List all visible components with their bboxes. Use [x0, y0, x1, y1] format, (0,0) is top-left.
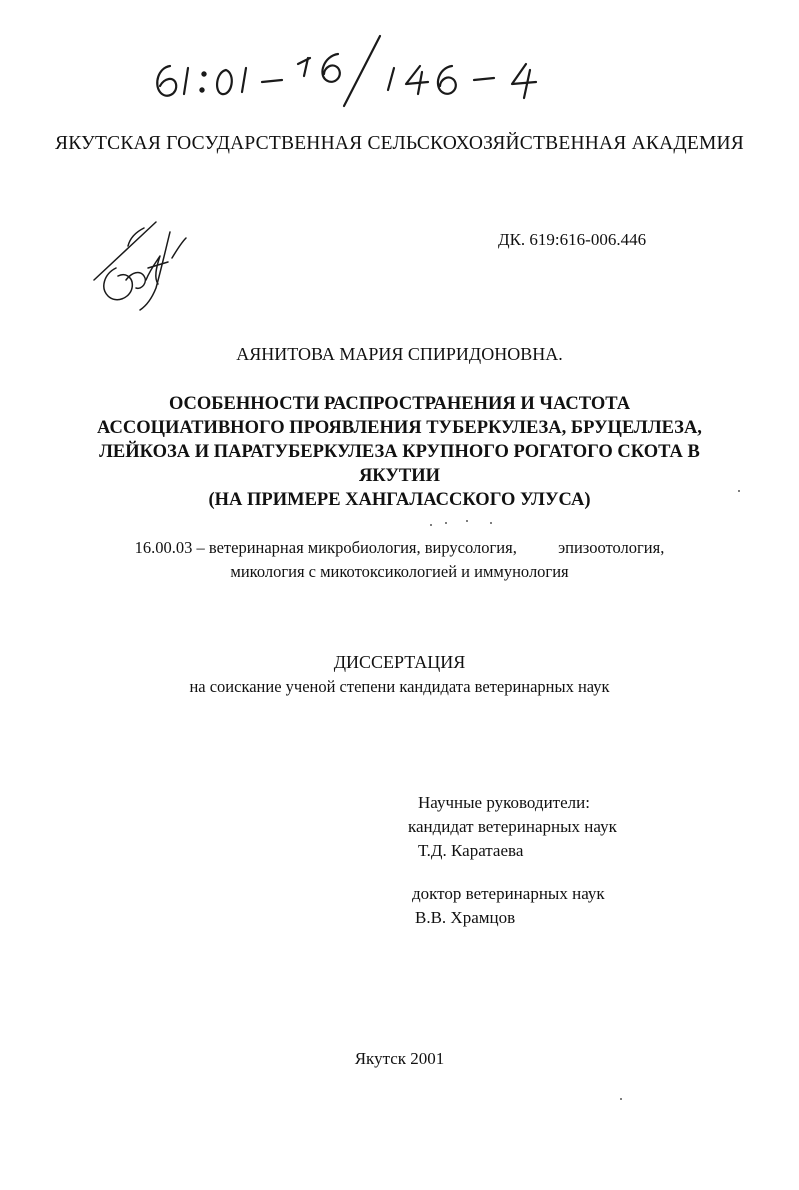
degree-line: на соискание ученой степени кандидата ветеринарных наук [189, 677, 610, 696]
institution-name: ЯКУТСКАЯ ГОСУДАРСТВЕННАЯ СЕЛЬСКОХОЗЯЙСТВЕННАЯ АКАДЕМИЯ [55, 133, 744, 154]
scan-speck [490, 522, 492, 524]
document-type: ДИССЕРТАЦИЯ [333, 652, 466, 672]
scan-speck [430, 524, 432, 526]
scan-speck [445, 522, 447, 524]
title-line: АССОЦИАТИВНОГО ПРОЯВЛЕНИЯ ТУБЕРКУЛЕЗА, БРУЦЕЛЛЕЗА, [97, 418, 702, 438]
scan-speck [466, 520, 468, 522]
supervisors-heading: Научные руководители: [418, 793, 590, 812]
title-line: ЯКУТИИ [358, 466, 441, 486]
supervisor-1-title: кандидат ветеринарных наук [408, 817, 617, 836]
supervisor-1-name: Т.Д. Каратаева [418, 841, 524, 860]
scan-speck [738, 490, 740, 492]
title-line: ОСОБЕННОСТИ РАСПРОСТРАНЕНИЯ И ЧАСТОТА [168, 394, 631, 414]
specialty-code [0, 536, 799, 584]
udk-code: ДК. 619:616-006.446 [498, 230, 647, 249]
supervisor-2-name: В.В. Храмцов [415, 908, 516, 927]
supervisors-block [398, 791, 617, 930]
author-name: АЯНИТОВА МАРИЯ СПИРИДОНОВНА. [236, 344, 563, 364]
dissertation-title [0, 392, 799, 512]
signature-image [86, 218, 196, 318]
city-year: Якутск 2001 [354, 1049, 445, 1068]
title-line: ЛЕЙКОЗА И ПАРАТУБЕРКУЛЕЗА КРУПНОГО РОГАТОГО СКОТА В [99, 442, 700, 462]
specialty-line-2: микология с микотоксикологией и иммунология [230, 562, 569, 581]
supervisor-2-title: доктор ветеринарных наук [412, 884, 605, 903]
title-line: (НА ПРИМЕРЕ ХАНГАЛАССКОГО УЛУСА) [208, 490, 591, 510]
specialty-line-1: 16.00.03 – ветеринарная микробиология, вирусология, эпизоотология, [134, 538, 665, 557]
scan-speck [620, 1098, 622, 1100]
handwritten-archive-code [148, 28, 568, 108]
